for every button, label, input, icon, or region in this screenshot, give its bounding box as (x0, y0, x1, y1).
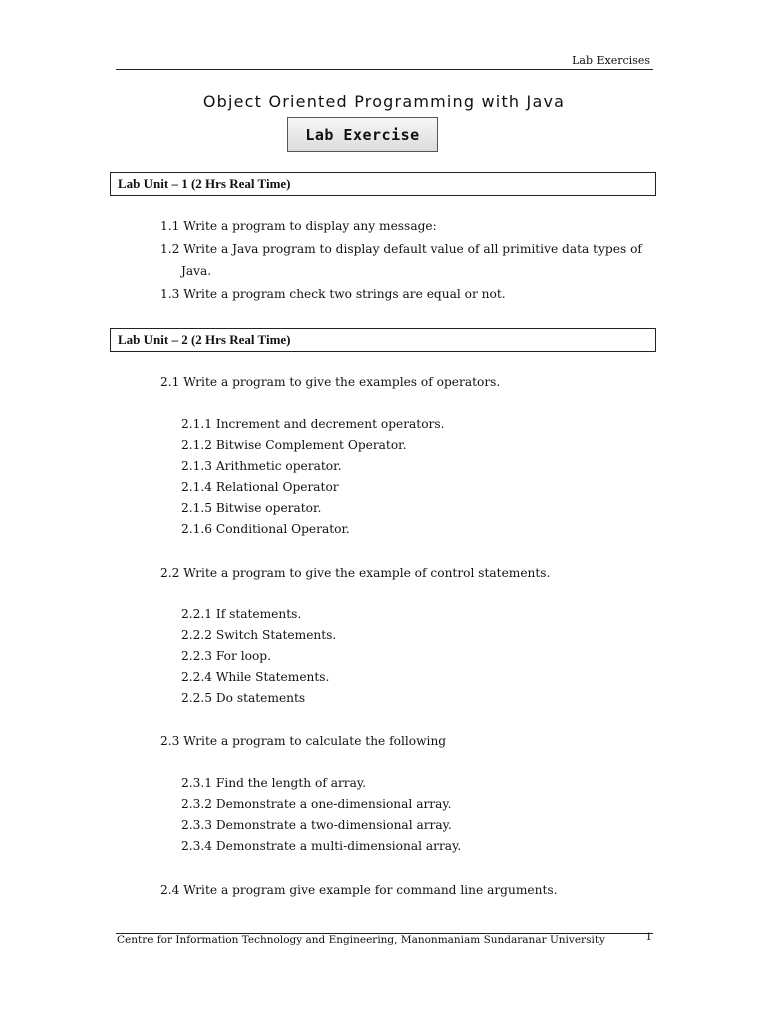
sub-item: 2.1.3 Arithmetic operator. (181, 459, 342, 473)
sub-item: 2.3.4 Demonstrate a multi-dimensional array. (181, 839, 462, 853)
header-rule (116, 69, 653, 70)
unit-1-heading: Lab Unit – 1 (2 Hrs Real Time) (110, 172, 656, 196)
section-title: 2.1 Write a program to give the examples of operators. (160, 375, 501, 389)
lab-exercise-box (287, 117, 438, 152)
section-title: 2.2 Write a program to give the example of control statements. (160, 566, 551, 580)
sub-item: 2.3.1 Find the length of array. (181, 776, 367, 790)
sub-item: 2.2.1 If statements. (181, 607, 302, 621)
list-item: 1.3 Write a program check two strings are equal or not. (160, 287, 506, 301)
sub-item: 2.2.2 Switch Statements. (181, 628, 337, 642)
sub-item: 2.3.3 Demonstrate a two-dimensional array. (181, 818, 452, 832)
running-header: Lab Exercises (572, 54, 650, 67)
footer-text: Centre for Information Technology and Engineering, Manonmaniam Sundaranar University (117, 934, 605, 946)
sub-item: 2.2.4 While Statements. (181, 670, 330, 684)
sub-item: 2.3.2 Demonstrate a one-dimensional array. (181, 797, 452, 811)
section-title: 2.4 Write a program give example for command line arguments. (160, 883, 558, 897)
list-item: 1.2 Write a Java program to display default value of all primitive data types of (160, 242, 642, 256)
sub-item: 2.1.1 Increment and decrement operators. (181, 417, 445, 431)
sub-item: 2.1.4 Relational Operator (181, 480, 339, 494)
section-title: 2.3 Write a program to calculate the following (160, 734, 447, 748)
list-item: 1.1 Write a program to display any message: (160, 219, 437, 233)
sub-item: 2.2.3 For loop. (181, 649, 271, 663)
sub-item: 2.1.6 Conditional Operator. (181, 522, 350, 536)
unit-2-heading: Lab Unit – 2 (2 Hrs Real Time) (110, 328, 656, 352)
document-title: Object Oriented Programming with Java (202, 92, 566, 111)
sub-item: 2.1.5 Bitwise operator. (181, 501, 322, 515)
sub-item: 2.1.2 Bitwise Complement Operator. (181, 438, 407, 452)
sub-item: 2.2.5 Do statements (181, 691, 306, 705)
list-item-continuation: Java. (181, 264, 212, 278)
lab-exercise-label: Lab Exercise (305, 125, 420, 144)
page-number: 1 (645, 931, 652, 943)
